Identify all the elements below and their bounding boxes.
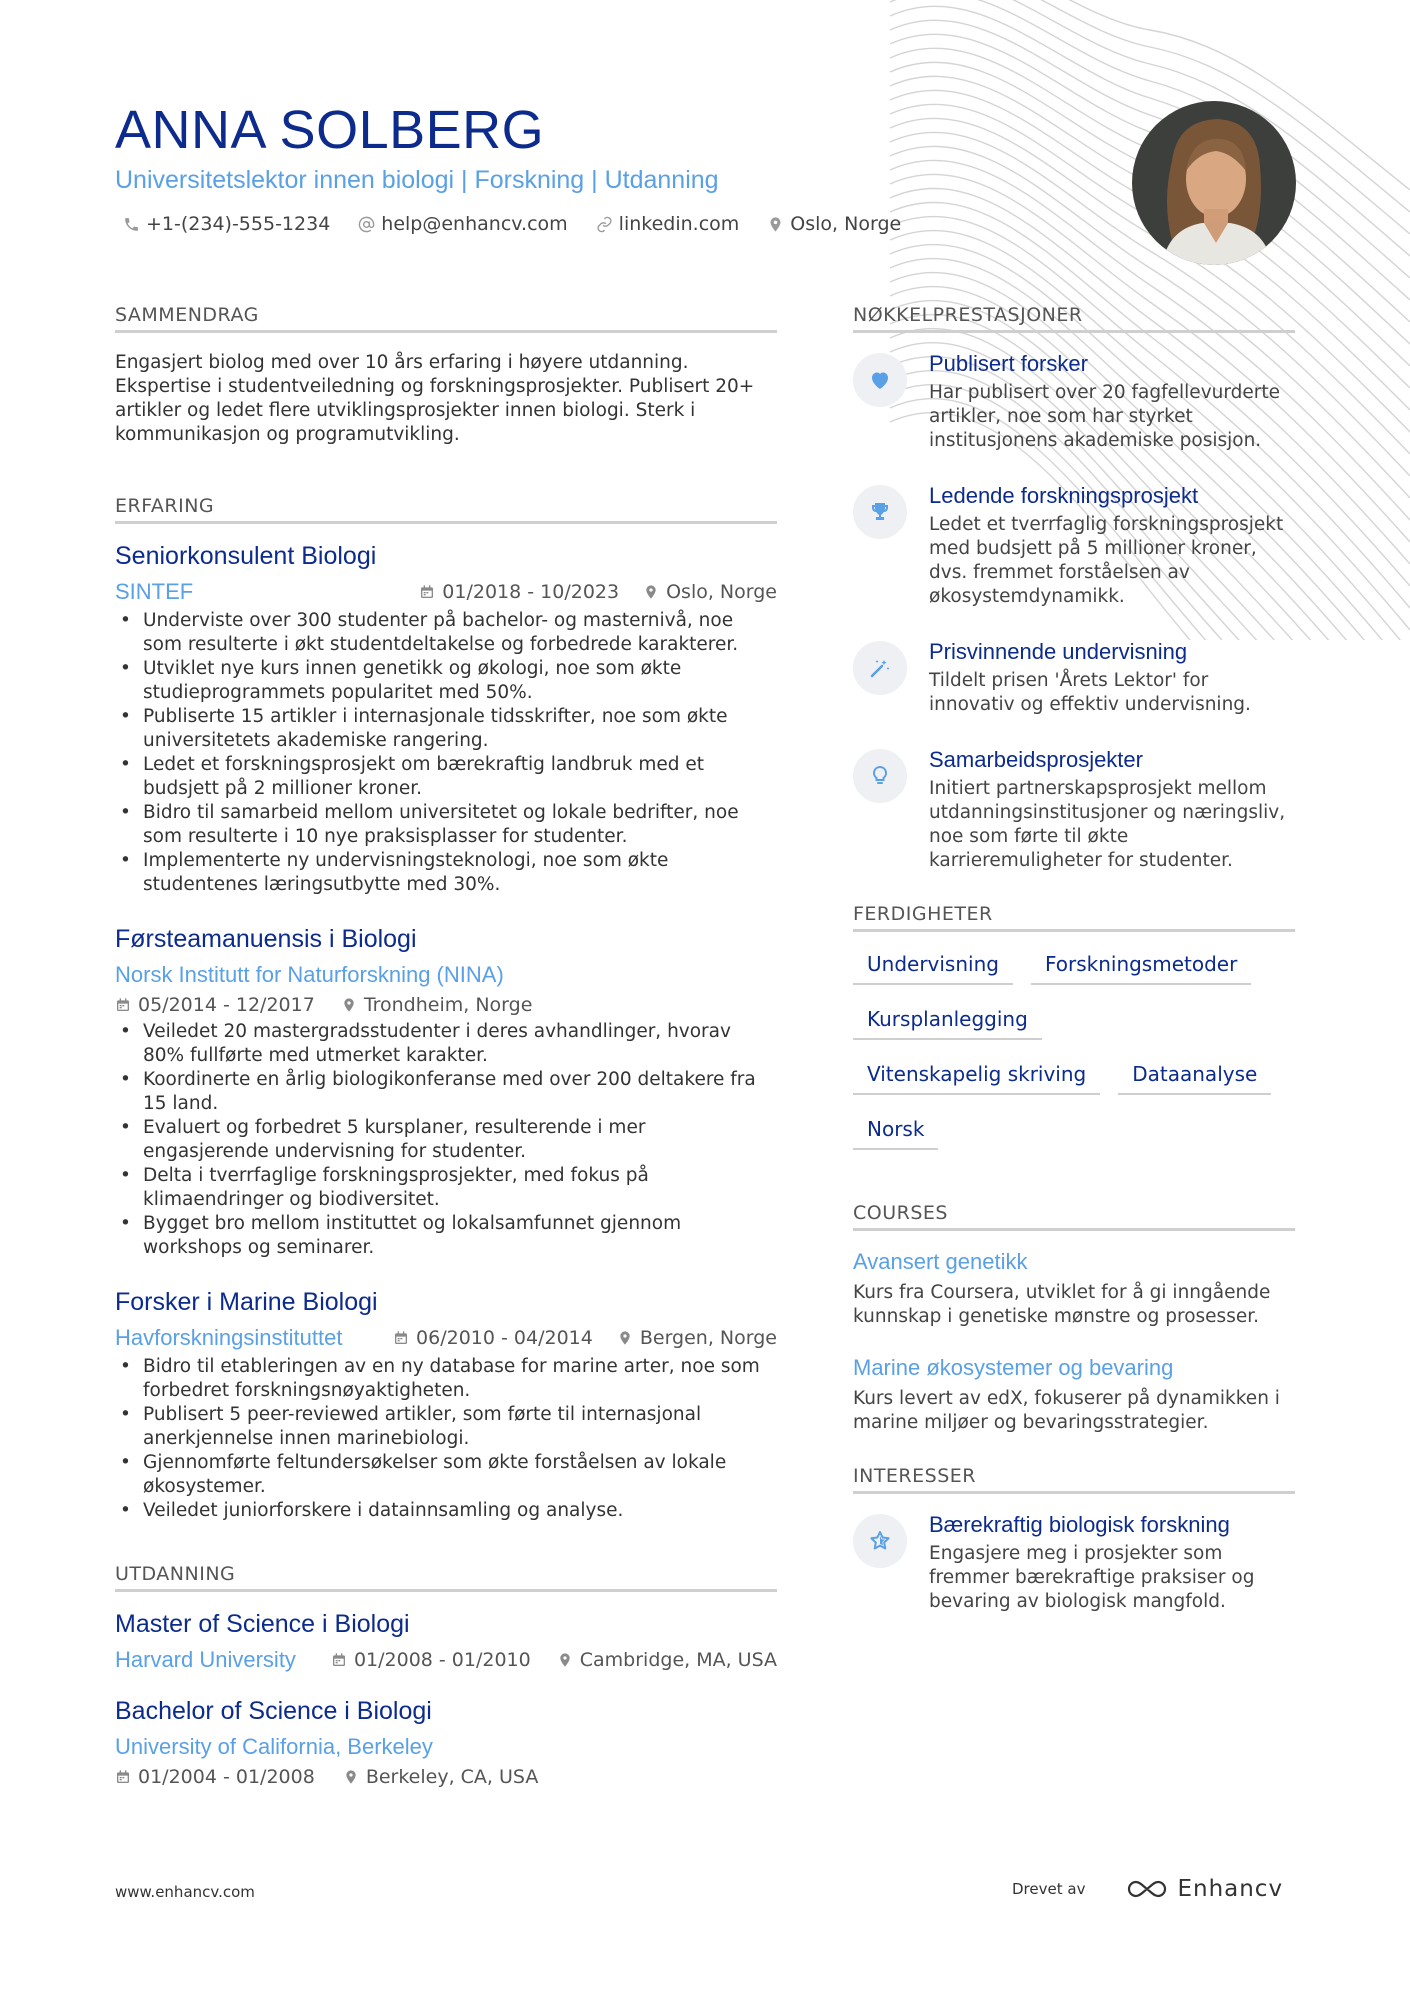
contact-linkedin[interactable]: [596, 213, 740, 235]
linkedin-url: linkedin.com: [618, 213, 740, 235]
job-company: Norsk Institutt for Naturforskning (NINA): [115, 962, 504, 987]
course-item: [853, 1355, 1295, 1435]
section-title-interests: INTERESSER: [853, 1465, 1295, 1494]
section-title-courses: COURSES: [853, 1202, 1295, 1231]
job-dates: [393, 1327, 593, 1349]
candidate-headline: Universitetslektor innen biologi | Forskning | Utdanning: [115, 166, 719, 194]
lightbulb-icon: [853, 749, 907, 803]
section-title-summary: SAMMENDRAG: [115, 304, 777, 333]
skill-tag: Forskningsmetoder: [1031, 950, 1251, 985]
job-meta: [115, 1325, 777, 1351]
job-title: Forsker i Marine Biologi: [115, 1288, 378, 1316]
job-bullet: • Evaluert og forbedret 5 kursplaner, resulterende i mer engasjerende undervisning for studenter.: [115, 1116, 777, 1164]
achievements-section: [853, 304, 1295, 873]
school-name: Harvard University: [115, 1647, 296, 1672]
skill-tag: Norsk: [853, 1115, 938, 1150]
job-entry: [115, 542, 777, 897]
achievement-desc: Ledet et tverrfaglig forskningsprosjekt med budsjett på 5 millioner kroner, dvs. fremmet forståelsen av økosystemdynamikk.: [929, 514, 1284, 607]
trophy-icon: [853, 485, 907, 539]
heart-icon: [853, 353, 907, 407]
map-pin-icon: [343, 1769, 359, 1785]
degree-title: Bachelor of Science i Biologi: [115, 1697, 432, 1725]
achievement-item: [853, 747, 1295, 873]
contact-email[interactable]: [358, 213, 567, 235]
achievement-desc: Tildelt prisen 'Årets Lektor' for innovativ og effektiv undervisning.: [929, 670, 1251, 715]
map-pin-icon: [341, 997, 357, 1013]
job-bullet: • Veiledet juniorforskere i datainnsamling og analyse.: [115, 1499, 777, 1523]
magic-wand-icon: [853, 641, 907, 695]
education-dates-text: 01/2008 - 01/2010: [353, 1649, 531, 1671]
calendar-icon: [331, 1652, 347, 1668]
job-dates-text: 05/2014 - 12/2017: [138, 994, 315, 1016]
job-dates-text: 01/2018 - 10/2023: [442, 581, 620, 603]
job-bullet: • Bidro til etableringen av en ny database for marine arter, noe som forbedret forskningsnøyaktigheten.: [115, 1355, 777, 1403]
interest-item: [853, 1512, 1295, 1614]
education-location-text: Cambridge, MA, USA: [579, 1649, 777, 1671]
job-entry: [115, 925, 777, 1260]
courses-section: [853, 1202, 1295, 1435]
interest-title: Bærekraftig biologisk forskning: [929, 1512, 1230, 1537]
job-bullet: • Publisert 5 peer-reviewed artikler, som førte til internasjonal anerkjennelse innen marinebiologi.: [115, 1403, 777, 1451]
job-bullet: • Ledet et forskningsprosjekt om bærekraftig landbruk med et budsjett på 2 millioner kroner.: [115, 753, 777, 801]
school-name: University of California, Berkeley: [115, 1734, 433, 1759]
education-location-text: Berkeley, CA, USA: [365, 1766, 539, 1788]
job-location: [617, 1327, 777, 1349]
education-section: [115, 1563, 777, 1788]
degree-title: Master of Science i Biologi: [115, 1610, 410, 1638]
skills-section: [853, 903, 1295, 1150]
achievement-title: Samarbeidsprosjekter: [929, 747, 1143, 772]
education-meta: [115, 1766, 777, 1788]
education-dates: [115, 1766, 315, 1788]
course-title: Marine økosystemer og bevaring: [853, 1355, 1174, 1380]
footer-branding: [1012, 1876, 1283, 1902]
job-bullet: • Bygget bro mellom instituttet og lokalsamfunnet gjennom workshops og seminarer.: [115, 1212, 777, 1260]
job-bullet: • Veiledet 20 mastergradsstudenter i deres avhandlinger, hvorav 80% fullførte med utmerket karakter.: [115, 1020, 777, 1068]
job-bullets: [115, 609, 777, 897]
phone-icon: [123, 216, 140, 233]
email-address: help@enhancv.com: [381, 213, 568, 235]
infinity-logo-icon: [1125, 1878, 1169, 1900]
right-column: [853, 304, 1295, 1662]
achievement-item: [853, 639, 1295, 717]
job-company: Havforskningsinstituttet: [115, 1325, 343, 1350]
achievement-title: Publisert forsker: [929, 351, 1088, 376]
calendar-icon: [393, 1330, 409, 1346]
job-title: Førsteamanuensis i Biologi: [115, 925, 417, 953]
job-bullets: [115, 1020, 777, 1260]
section-title-education: UTDANNING: [115, 1563, 777, 1592]
job-location: [643, 581, 777, 603]
education-dates-text: 01/2004 - 01/2008: [138, 1766, 315, 1788]
job-bullet: • Delta i tverrfaglige forskningsprosjekter, med fokus på klimaendringer og biodiversitet.: [115, 1164, 777, 1212]
job-dates: [419, 581, 619, 603]
experience-section: [115, 495, 777, 1523]
job-meta: [115, 994, 777, 1016]
job-bullet: • Publiserte 15 artikler i internasjonale tidsskrifter, noe som økte universitetets akademiske rangering.: [115, 705, 777, 753]
star-icon: [853, 1514, 907, 1568]
location-text: Oslo, Norge: [790, 213, 902, 235]
job-bullet: • Underviste over 300 studenter på bachelor- og masternivå, noe som resulterte i økt studentdeltakelse og forbedrede karakterer.: [115, 609, 777, 657]
job-bullet: • Implementerte ny undervisningsteknologi, noe som økte studentenes læringsutbytte med 30%.: [115, 849, 777, 897]
candidate-name: ANNA SOLBERG: [115, 100, 545, 160]
calendar-icon: [419, 584, 435, 600]
education-entry: [115, 1697, 777, 1788]
job-title: Seniorkonsulent Biologi: [115, 542, 377, 570]
link-icon: [596, 216, 613, 233]
map-pin-icon: [643, 584, 659, 600]
job-location: [341, 994, 533, 1016]
left-column: [115, 304, 777, 1836]
job-dates-text: 06/2010 - 04/2014: [416, 1327, 593, 1349]
job-bullet: • Gjennomførte feltundersøkelser som økte forståelsen av lokale økosystemer.: [115, 1451, 777, 1499]
phone-number: +1-(234)-555-1234: [146, 213, 331, 235]
summary-text: Engasjert biolog med over 10 års erfaring i høyere utdanning. Ekspertise i studentveiledning og forskningsprosjekter. Publisert 20+ artikler og ledet flere utviklingsprosjekter innen biologi. Sterk i kommunikasjon og programutvikling.: [115, 352, 755, 445]
job-bullets: [115, 1355, 777, 1523]
skill-tag: Undervisning: [853, 950, 1013, 985]
skills-list: [853, 950, 1295, 1150]
contact-location: [767, 213, 901, 235]
job-dates: [115, 994, 315, 1016]
section-title-experience: ERFARING: [115, 495, 777, 524]
at-sign-icon: [358, 216, 375, 233]
skill-tag: Dataanalyse: [1118, 1060, 1271, 1095]
course-title: Avansert genetikk: [853, 1249, 1028, 1274]
education-meta: [115, 1647, 777, 1673]
achievement-item: [853, 351, 1295, 453]
achievement-item: [853, 483, 1295, 609]
summary-section: [115, 304, 777, 447]
course-desc: Kurs levert av edX, fokuserer på dynamikken i marine miljøer og bevaringsstrategier.: [853, 1388, 1280, 1433]
footer-website[interactable]: www.enhancv.com: [115, 1883, 255, 1901]
profile-photo: [1132, 101, 1296, 265]
job-location-text: Oslo, Norge: [666, 581, 777, 603]
course-desc: Kurs fra Coursera, utviklet for å gi inngående kunnskap i genetiske mønstre og prosesser.: [853, 1282, 1271, 1327]
education-location: [343, 1766, 539, 1788]
job-bullet: • Utviklet nye kurs innen genetikk og økologi, noe som økte studieprogrammets popularitet med 50%.: [115, 657, 777, 705]
achievement-title: Ledende forskningsprosjekt: [929, 483, 1199, 508]
section-title-skills: FERDIGHETER: [853, 903, 1295, 932]
brand-name: Enhancv: [1177, 1876, 1284, 1902]
map-pin-icon: [767, 216, 784, 233]
achievement-desc: Initiert partnerskapsprosjekt mellom utdanningsinstitusjoner og næringsliv, noe som førte til økte karrieremuligheter for studenter.: [929, 778, 1286, 871]
enhancv-logo[interactable]: [1125, 1876, 1283, 1902]
skill-tag: Kursplanlegging: [853, 1005, 1042, 1040]
course-item: [853, 1249, 1295, 1329]
achievement-desc: Har publisert over 20 fagfellevurderte artikler, noe som har styrket institusjonens akademiske posisjon.: [929, 382, 1281, 451]
interests-section: [853, 1465, 1295, 1614]
job-location-text: Bergen, Norge: [639, 1327, 777, 1349]
job-company: SINTEF: [115, 579, 194, 604]
education-dates: [331, 1649, 531, 1671]
map-pin-icon: [557, 1652, 573, 1668]
section-title-achievements: NØKKELPRESTASJONER: [853, 304, 1295, 333]
job-meta: [115, 579, 777, 605]
contact-phone[interactable]: [123, 213, 330, 235]
education-location: [557, 1649, 777, 1671]
contact-row: [123, 213, 1015, 235]
job-bullet: • Bidro til samarbeid mellom universitetet og lokale bedrifter, noe som resulterte i 10 nye praksisplasser for studenter.: [115, 801, 777, 849]
education-entry: [115, 1610, 777, 1673]
calendar-icon: [115, 1769, 131, 1785]
calendar-icon: [115, 997, 131, 1013]
resume-header: [115, 98, 1015, 235]
job-entry: [115, 1288, 777, 1523]
powered-by-label: Drevet av: [1012, 1880, 1086, 1898]
achievement-title: Prisvinnende undervisning: [929, 639, 1188, 664]
skill-tag: Vitenskapelig skriving: [853, 1060, 1100, 1095]
interest-desc: Engasjere meg i prosjekter som fremmer bærekraftige praksiser og bevaring av biologisk mangfold.: [929, 1543, 1255, 1612]
map-pin-icon: [617, 1330, 633, 1346]
job-bullet: • Koordinerte en årlig biologikonferanse med over 200 deltakere fra 15 land.: [115, 1068, 777, 1116]
job-location-text: Trondheim, Norge: [363, 994, 533, 1016]
